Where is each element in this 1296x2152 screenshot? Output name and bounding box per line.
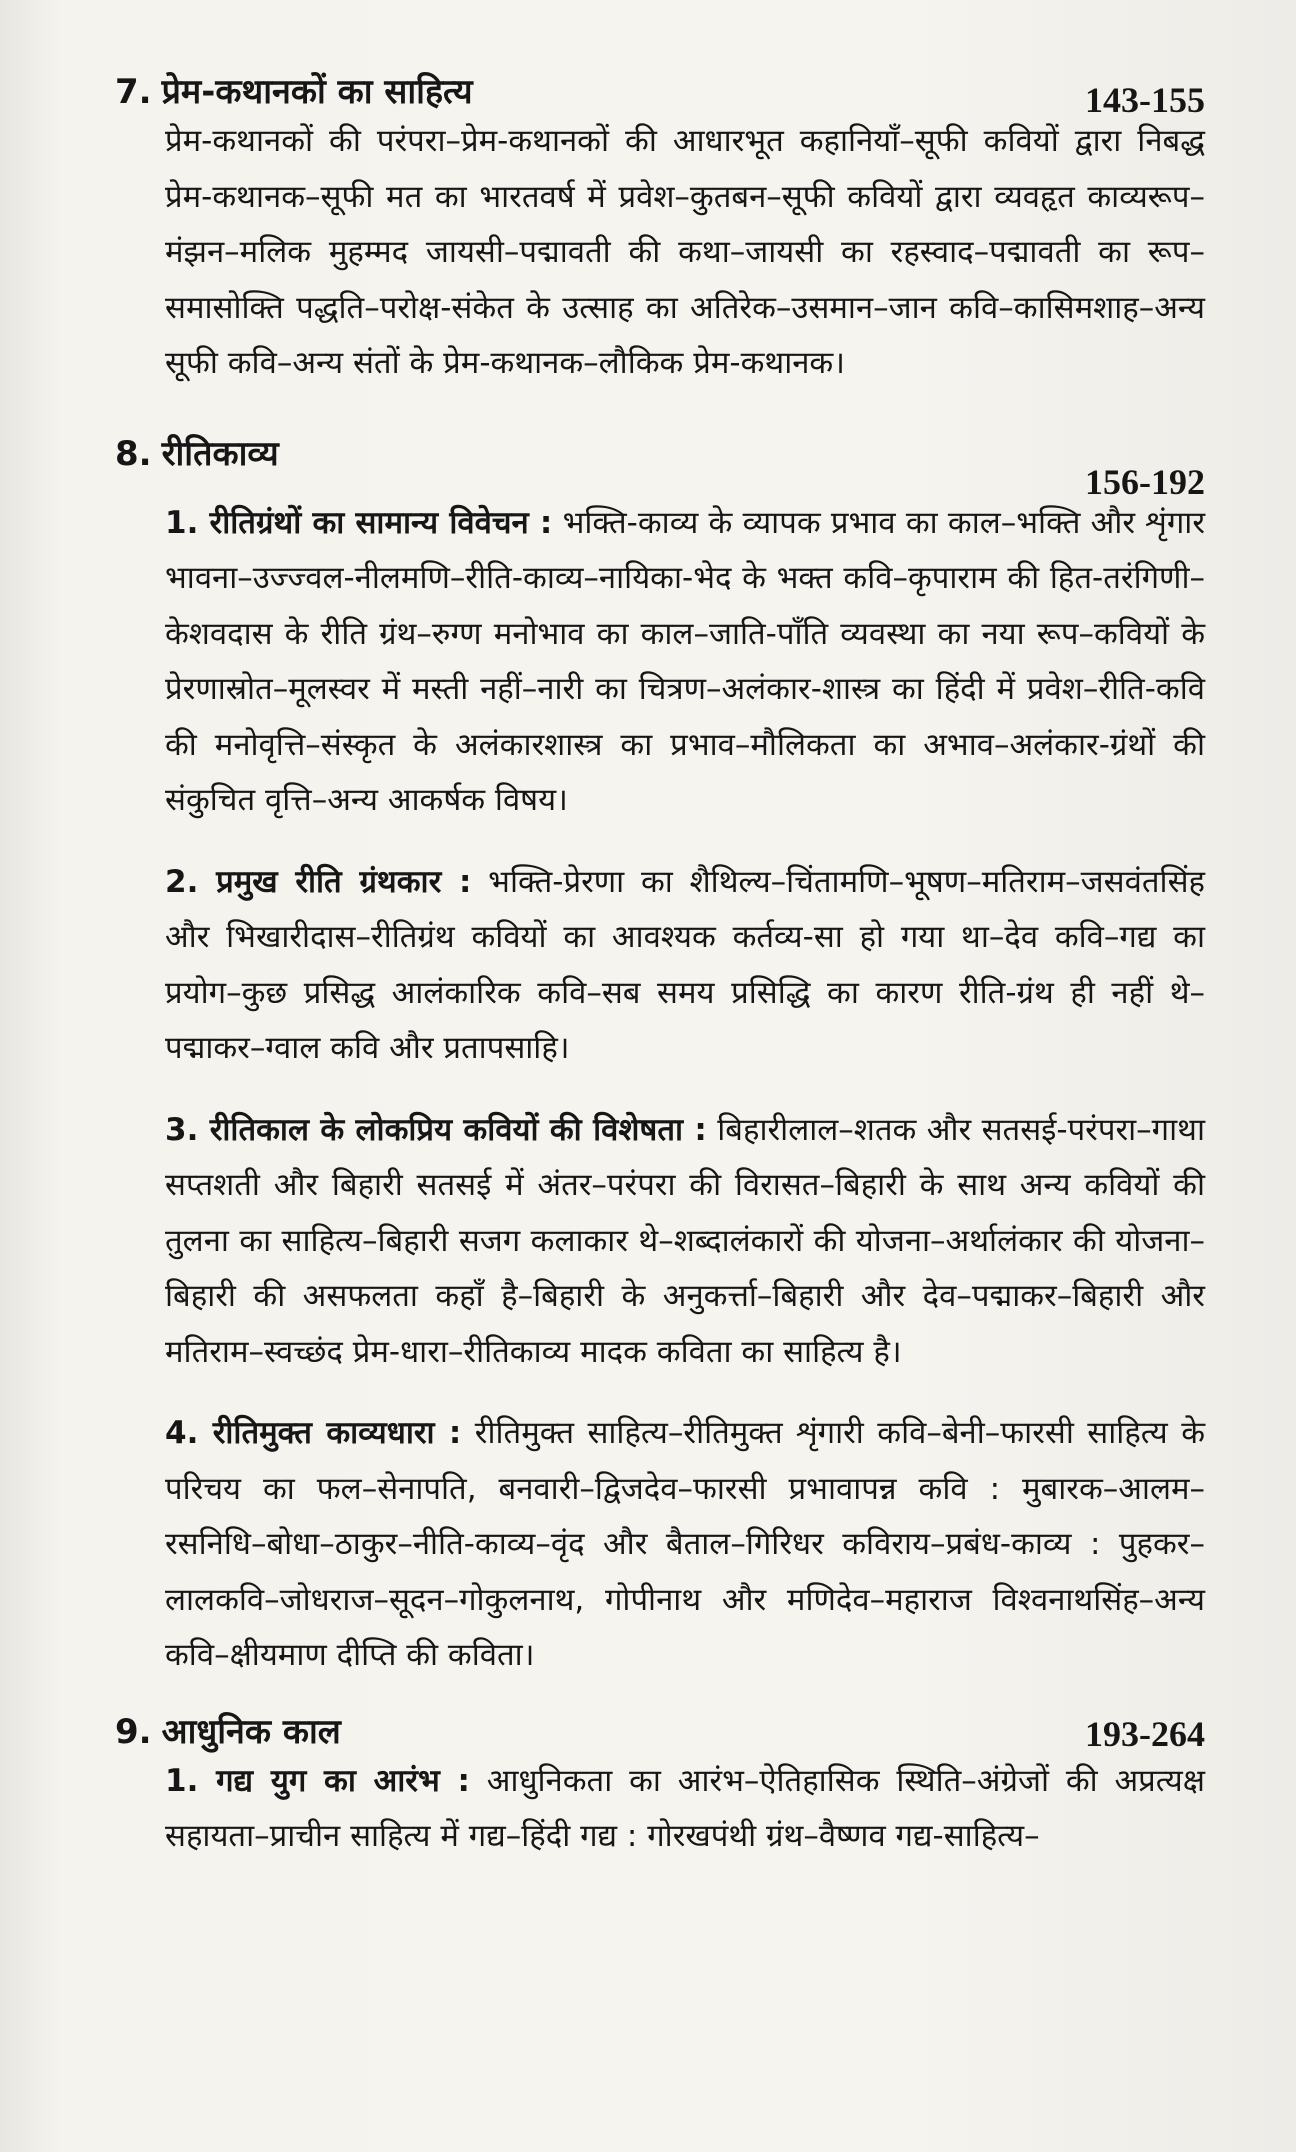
chapter-heading — [115, 70, 1205, 114]
chapter-page-range: 193-264 — [1085, 1713, 1205, 1754]
section-4 — [115, 1406, 1205, 1684]
chapter-page-range: 156-192 — [1085, 461, 1205, 502]
chapter-title: प्रेम-कथानकों का साहित्य — [161, 72, 473, 112]
chapter-number: 7. — [115, 72, 152, 112]
chapter-number: 9. — [115, 1711, 152, 1752]
section-1 — [115, 1754, 1205, 1865]
chapter-page-range: 143-155 — [1085, 80, 1205, 120]
section-label: 3. रीतिकाल के लोकप्रिय कवियों की विशेषता : — [165, 1111, 707, 1148]
chapter-9 — [115, 1710, 1205, 1865]
section-label: 2. प्रमुख रीति ग्रंथकार : — [165, 863, 472, 900]
section-text: रीतिमुक्त साहित्य–रीतिमुक्त शृंगारी कवि–बेनी–फारसी साहित्य के परिचय का फल–सेनापति, बनवारी–द्विजदेव–फारसी प्रभावापन्न कवि : मुबारक–आलम–रसनिधि–बोधा–ठाकुर–नीति-काव्य–वृंद और बैताल–गिरिधर कविराय–प्रबंध-काव्य : पुहकर–लालकवि–जोधराज–सूदन–गोकुलनाथ, गोपीनाथ और मणिदेव–महाराज विश्वनाथसिंह–अन्य कवि–क्षीयमाण दीप्ति की कविता। — [165, 1415, 1206, 1673]
chapter-title: आधुनिक काल — [161, 1711, 341, 1752]
section-label: 4. रीतिमुक्त काव्यधारा : — [165, 1415, 462, 1451]
section-text: बिहारीलाल–शतक और सतसई-परंपरा–गाथा सप्तशती और बिहारी सतसई में अंतर–परंपरा की विरासत–बिहारी के साथ अन्य कवियों की तुलना का साहित्य–बिहारी सजग कलाकार थे–शब्दालंकारों की योजना–अर्थालंकार की योजना–बिहारी की असफलता कहाँ है–बिहारी के अनुकर्त्ता–बिहारी और देव–पद्माकर–बिहारी और मतिराम–स्वच्छंद प्रेम-धारा–रीतिकाव्य मादक कविता का साहित्य है। — [165, 1111, 1205, 1370]
section-3 — [115, 1103, 1205, 1381]
section-text: भक्ति-काव्य के व्यापक प्रभाव का काल–भक्ति और शृंगार भावना–उज्ज्वल-नीलमणि–रीति-काव्य–नायिका-भेद के भक्त कवि–कृपाराम की हित-तरंगिणी–केशवदास के रीति ग्रंथ–रुग्ण मनोभाव का काल–जाति-पाँति व्यवस्था का नया रूप–कवियों के प्रेरणास्रोत–मूलस्वर में मस्ती नहीं–नारी का चित्रण–अलंकार-शास्त्र का हिंदी में प्रवेश–रीति-कवि की मनोवृत्ति–संस्कृत के अलंकारशास्त्र का प्रभाव–मौलिकता का अभाव–अलंकार-ग्रंथों की संकुचित वृत्ति–अन्य आकर्षक विषय। — [165, 504, 1205, 818]
chapter-summary: प्रेम-कथानकों की परंपरा–प्रेम-कथानकों की आधारभूत कहानियाँ–सूफी कवियों द्वारा निबद्ध प्रेम-कथानक–सूफी मत का भारतवर्ष में प्रवेश–कुतबन–सूफी कवियों द्वारा व्यवहृत काव्यरूप–मंझन–मलिक मुहम्मद जायसी–पद्मावती की कथा–जायसी का रहस्वाद–पद्मावती का रूप–समासोक्ति पद्धति–परोक्ष-संकेत के उत्साह का अतिरेक–उसमान–जान कवि–कासिमशाह–अन्य सूफी कवि–अन्य संतों के प्रेम-कथानक–लौकिक प्रेम-कथानक। — [165, 123, 1205, 381]
chapter-heading — [115, 1710, 1205, 1754]
table-of-contents — [115, 70, 1205, 1865]
section-label: 1. रीतिग्रंथों का सामान्य विवेचन : — [165, 504, 553, 541]
section-1 — [115, 496, 1205, 829]
chapter-8 — [115, 432, 1205, 1684]
section-text: आधुनिकता का आरंभ–ऐतिहासिक स्थिति–अंग्रेजों की अप्रत्यक्ष सहायता–प्राचीन साहित्य में गद्य–हिंदी गद्य : गोरखपंथी ग्रंथ–वैष्णव गद्य-साहित्य– — [165, 1762, 1205, 1854]
section-label: 1. गद्य युग का आरंभ : — [165, 1762, 470, 1799]
chapter-title: रीतिकाव्य — [161, 433, 279, 474]
section-text: भक्ति-प्रेरणा का शैथिल्य–चिंतामणि–भूषण–मतिराम–जसवंतसिंह और भिखारीदास–रीतिग्रंथ कवियों का आवश्यक कर्तव्य-सा हो गया था–देव कवि–गद्य का प्रयोग–कुछ प्रसिद्ध आलंकारिक कवि–सब समय प्रसिद्धि का कारण रीति-ग्रंथ ही नहीं थे–पद्माकर–ग्वाल कवि और प्रतापसाहि। — [165, 863, 1205, 1066]
chapter-number: 8. — [115, 433, 152, 474]
chapter-7 — [115, 70, 1205, 392]
chapter-heading — [115, 432, 1205, 476]
section-2 — [115, 855, 1205, 1077]
